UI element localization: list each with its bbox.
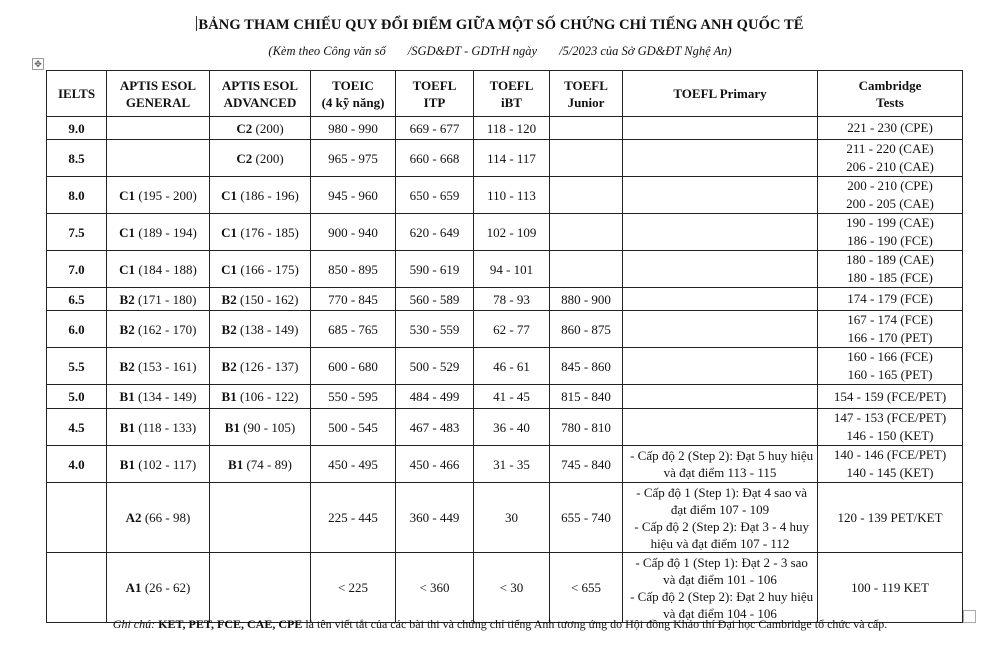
- header-toeic: TOEIC (4 kỹ năng): [311, 71, 396, 117]
- cell-toefl-ibt: 78 - 93: [474, 288, 550, 311]
- header-toefl-junior: TOEFL Junior: [550, 71, 623, 117]
- cell-cambridge: 200 - 210 (CPE) 200 - 205 (CAE): [818, 177, 963, 214]
- header-row: [47, 71, 963, 117]
- table-row: [47, 446, 963, 483]
- cell-ielts: 8.0: [47, 177, 107, 214]
- table-row: [47, 117, 963, 140]
- cell-toefl-itp: < 360: [396, 553, 474, 623]
- table-row: [47, 483, 963, 553]
- cell-aptis-general: C1 (195 - 200): [107, 177, 210, 214]
- cell-aptis-general: [107, 117, 210, 140]
- cell-toefl-junior: 860 - 875: [550, 311, 623, 348]
- cell-aptis-advanced: B2 (126 - 137): [210, 348, 311, 385]
- cell-aptis-general: B2 (162 - 170): [107, 311, 210, 348]
- cell-ielts: 5.0: [47, 385, 107, 409]
- cell-toefl-junior: 880 - 900: [550, 288, 623, 311]
- cell-aptis-general: C1 (189 - 194): [107, 214, 210, 251]
- cell-toefl-junior: [550, 214, 623, 251]
- cell-aptis-general: B2 (171 - 180): [107, 288, 210, 311]
- cell-ielts: 5.5: [47, 348, 107, 385]
- cell-toefl-junior: 780 - 810: [550, 409, 623, 446]
- cell-ielts: 7.5: [47, 214, 107, 251]
- cell-toefl-junior: 845 - 860: [550, 348, 623, 385]
- cell-toefl-primary: [623, 385, 818, 409]
- table-row: [47, 140, 963, 177]
- cell-aptis-general: [107, 140, 210, 177]
- cell-aptis-general: B1 (102 - 117): [107, 446, 210, 483]
- cell-toefl-itp: 560 - 589: [396, 288, 474, 311]
- cell-toefl-primary: - Cấp độ 1 (Step 1): Đạt 2 - 3 sao và đạt điểm 101 - 106 - Cấp độ 2 (Step 2): Đạt 2 huy hiệu và đạt điểm 104 - 106: [623, 553, 818, 623]
- cell-ielts: 6.5: [47, 288, 107, 311]
- cell-toefl-itp: 590 - 619: [396, 251, 474, 288]
- cell-aptis-general: A1 (26 - 62): [107, 553, 210, 623]
- header-aptis-advanced: APTIS ESOL ADVANCED: [210, 71, 311, 117]
- cell-toefl-ibt: 62 - 77: [474, 311, 550, 348]
- cell-toeic: 980 - 990: [311, 117, 396, 140]
- cell-toeic: 500 - 545: [311, 409, 396, 446]
- table-row: [47, 214, 963, 251]
- cell-toeic: 850 - 895: [311, 251, 396, 288]
- table-row: [47, 288, 963, 311]
- cell-toefl-primary: [623, 409, 818, 446]
- cell-aptis-advanced: B2 (138 - 149): [210, 311, 311, 348]
- cell-toefl-itp: 530 - 559: [396, 311, 474, 348]
- cell-aptis-advanced: B2 (150 - 162): [210, 288, 311, 311]
- header-toefl-ibt: TOEFL iBT: [474, 71, 550, 117]
- cell-ielts: 7.0: [47, 251, 107, 288]
- cell-cambridge: 154 - 159 (FCE/PET): [818, 385, 963, 409]
- cell-toefl-junior: [550, 140, 623, 177]
- cell-toefl-primary: [623, 251, 818, 288]
- cell-aptis-advanced: B1 (90 - 105): [210, 409, 311, 446]
- cell-toefl-primary: [623, 140, 818, 177]
- cell-cambridge: 160 - 166 (FCE) 160 - 165 (PET): [818, 348, 963, 385]
- score-conversion-table: [46, 70, 963, 623]
- cell-toefl-primary: - Cấp độ 2 (Step 2): Đạt 5 huy hiệu và đạt điểm 113 - 115: [623, 446, 818, 483]
- cell-toeic: 550 - 595: [311, 385, 396, 409]
- cell-cambridge: 140 - 146 (FCE/PET) 140 - 145 (KET): [818, 446, 963, 483]
- cell-toefl-itp: 360 - 449: [396, 483, 474, 553]
- cell-aptis-general: B2 (153 - 161): [107, 348, 210, 385]
- cell-toefl-ibt: 30: [474, 483, 550, 553]
- cell-toeic: 685 - 765: [311, 311, 396, 348]
- cell-aptis-advanced: B1 (74 - 89): [210, 446, 311, 483]
- cell-toefl-itp: 500 - 529: [396, 348, 474, 385]
- footnote: Ghi chú: KET, PET, FCE, CAE, CPE là tên viết tắt của các bài thi và chứng chỉ tiếng Anh tương ứng do Hội đồng Khảo thí Đại học Cambridge tổ chức và cấp.: [112, 617, 888, 631]
- cell-aptis-advanced: [210, 553, 311, 623]
- header-aptis-general: APTIS ESOL GENERAL: [107, 71, 210, 117]
- cell-cambridge: 120 - 139 PET/KET: [818, 483, 963, 553]
- cell-aptis-advanced: C2 (200): [210, 117, 311, 140]
- cell-toefl-itp: 484 - 499: [396, 385, 474, 409]
- cell-toefl-junior: [550, 177, 623, 214]
- cell-toefl-ibt: 36 - 40: [474, 409, 550, 446]
- cell-toefl-primary: [623, 311, 818, 348]
- cell-toefl-junior: 745 - 840: [550, 446, 623, 483]
- cell-toefl-junior: < 655: [550, 553, 623, 623]
- cell-cambridge: 147 - 153 (FCE/PET) 146 - 150 (KET): [818, 409, 963, 446]
- cell-cambridge: 221 - 230 (CPE): [818, 117, 963, 140]
- table-row: [47, 311, 963, 348]
- cell-toefl-itp: 467 - 483: [396, 409, 474, 446]
- cell-toeic: 770 - 845: [311, 288, 396, 311]
- table-row: [47, 348, 963, 385]
- cell-ielts: 8.5: [47, 140, 107, 177]
- cell-toeic: 965 - 975: [311, 140, 396, 177]
- cell-toefl-junior: 655 - 740: [550, 483, 623, 553]
- cell-toefl-ibt: 46 - 61: [474, 348, 550, 385]
- cell-toeic: 900 - 940: [311, 214, 396, 251]
- cell-toefl-itp: 450 - 466: [396, 446, 474, 483]
- cell-toefl-junior: 815 - 840: [550, 385, 623, 409]
- document-subtitle: (Kèm theo Công văn số /SGD&ĐT - GDTrH ngày /5/2023 của Sở GD&ĐT Nghệ An): [268, 44, 732, 58]
- table-row: [47, 553, 963, 623]
- cell-toeic: 945 - 960: [311, 177, 396, 214]
- cell-toeic: 600 - 680: [311, 348, 396, 385]
- cell-aptis-general: C1 (184 - 188): [107, 251, 210, 288]
- cell-toefl-primary: [623, 177, 818, 214]
- cell-toefl-itp: 650 - 659: [396, 177, 474, 214]
- cell-aptis-general: B1 (118 - 133): [107, 409, 210, 446]
- cell-aptis-advanced: C2 (200): [210, 140, 311, 177]
- cell-toefl-itp: 660 - 668: [396, 140, 474, 177]
- cell-ielts: 4.5: [47, 409, 107, 446]
- table-row: [47, 177, 963, 214]
- cell-toefl-primary: [623, 288, 818, 311]
- cell-toefl-ibt: 114 - 117: [474, 140, 550, 177]
- cell-aptis-advanced: C1 (186 - 196): [210, 177, 311, 214]
- cell-toefl-ibt: < 30: [474, 553, 550, 623]
- cell-toefl-primary: [623, 117, 818, 140]
- cell-aptis-advanced: C1 (176 - 185): [210, 214, 311, 251]
- cell-toeic: 225 - 445: [311, 483, 396, 553]
- cell-ielts: 9.0: [47, 117, 107, 140]
- table-row: [47, 251, 963, 288]
- document-title: BẢNG THAM CHIẾU QUY ĐỔI ĐIỂM GIỮA MỘT SỐ CHỨNG CHỈ TIẾNG ANH QUỐC TẾ: [198, 17, 804, 33]
- cell-aptis-general: A2 (66 - 98): [107, 483, 210, 553]
- cell-toefl-primary: [623, 348, 818, 385]
- cell-toefl-primary: - Cấp độ 1 (Step 1): Đạt 4 sao và đạt điểm 107 - 109 - Cấp độ 2 (Step 2): Đạt 3 - 4 huy hiệu và đạt điểm 107 - 112: [623, 483, 818, 553]
- cell-cambridge: 190 - 199 (CAE) 186 - 190 (FCE): [818, 214, 963, 251]
- cell-toefl-itp: 669 - 677: [396, 117, 474, 140]
- cell-cambridge: 174 - 179 (FCE): [818, 288, 963, 311]
- cell-toefl-junior: [550, 117, 623, 140]
- table-move-handle-icon[interactable]: ✥: [32, 58, 44, 70]
- header-cambridge: Cambridge Tests: [818, 71, 963, 117]
- cell-toefl-ibt: 110 - 113: [474, 177, 550, 214]
- table-row: [47, 409, 963, 446]
- cell-ielts: 6.0: [47, 311, 107, 348]
- cell-aptis-general: B1 (134 - 149): [107, 385, 210, 409]
- cell-toeic: < 225: [311, 553, 396, 623]
- cell-cambridge: 211 - 220 (CAE) 206 - 210 (CAE): [818, 140, 963, 177]
- cell-toefl-junior: [550, 251, 623, 288]
- cell-toefl-ibt: 102 - 109: [474, 214, 550, 251]
- cell-cambridge: 167 - 174 (FCE) 166 - 170 (PET): [818, 311, 963, 348]
- cell-toeic: 450 - 495: [311, 446, 396, 483]
- cell-toefl-ibt: 94 - 101: [474, 251, 550, 288]
- cell-toefl-ibt: 118 - 120: [474, 117, 550, 140]
- cell-ielts: 4.0: [47, 446, 107, 483]
- cell-cambridge: 180 - 189 (CAE) 180 - 185 (FCE): [818, 251, 963, 288]
- header-toefl-primary: TOEFL Primary: [623, 71, 818, 117]
- cell-cambridge: 100 - 119 KET: [818, 553, 963, 623]
- cell-ielts: [47, 553, 107, 623]
- table-row: [47, 385, 963, 409]
- cell-toefl-ibt: 31 - 35: [474, 446, 550, 483]
- cell-toefl-itp: 620 - 649: [396, 214, 474, 251]
- cell-toefl-primary: [623, 214, 818, 251]
- cell-aptis-advanced: C1 (166 - 175): [210, 251, 311, 288]
- header-toefl-itp: TOEFL ITP: [396, 71, 474, 117]
- cell-aptis-advanced: [210, 483, 311, 553]
- cell-ielts: [47, 483, 107, 553]
- header-ielts: IELTS: [47, 71, 107, 117]
- cell-toefl-ibt: 41 - 45: [474, 385, 550, 409]
- cell-aptis-advanced: B1 (106 - 122): [210, 385, 311, 409]
